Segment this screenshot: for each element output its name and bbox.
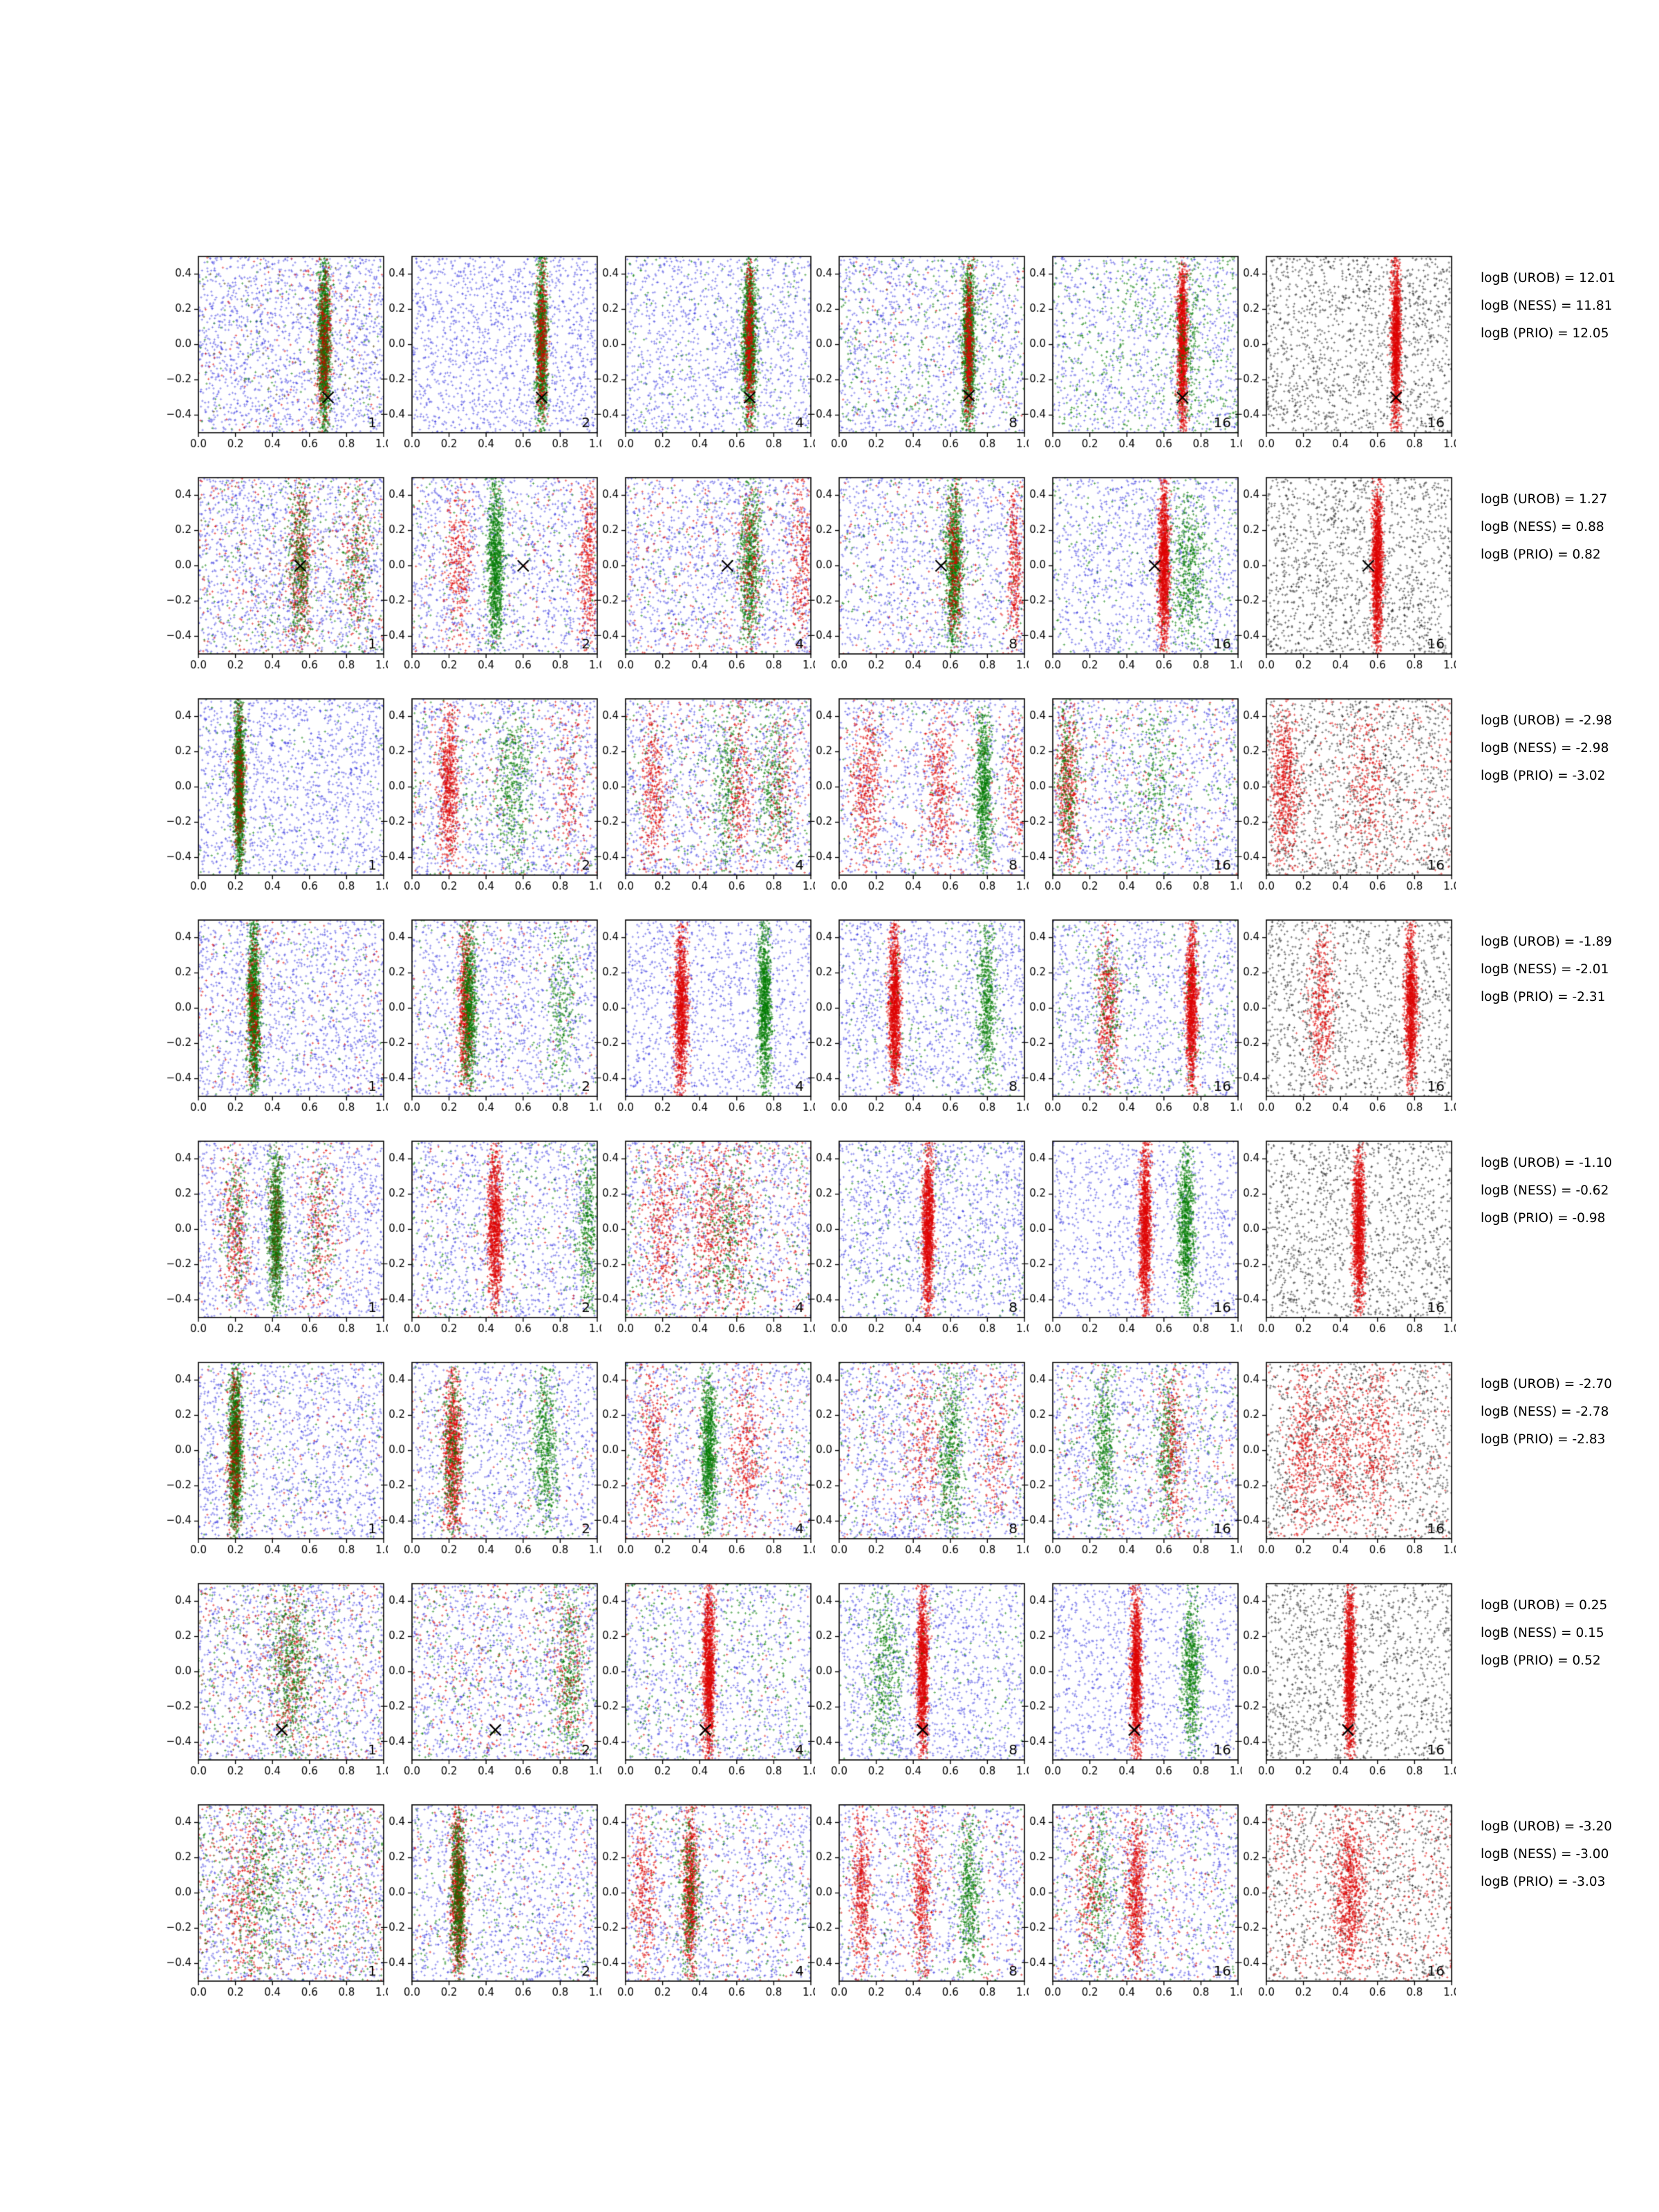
- plot-canvas: [594, 472, 815, 684]
- plot-canvas: [807, 693, 1029, 905]
- plot-canvas: [167, 693, 388, 905]
- logb-prio-label: logB (PRIO) = -2.31: [1481, 990, 1606, 1004]
- plot-canvas: [807, 472, 1029, 684]
- plot-canvas: [807, 1578, 1029, 1790]
- logb-urob-label: logB (UROB) = -1.10: [1481, 1156, 1612, 1170]
- scatter-panel-r6c3: [594, 1357, 815, 1568]
- plot-canvas: [380, 251, 601, 462]
- scatter-panel-r6c4: [807, 1357, 1029, 1568]
- scatter-panel-r1c6: [1235, 251, 1456, 462]
- plot-canvas: [594, 1136, 815, 1347]
- scatter-panel-r2c3: [594, 472, 815, 684]
- scatter-panel-r6c6: [1235, 1357, 1456, 1568]
- plot-canvas: [380, 915, 601, 1126]
- logb-ness-label: logB (NESS) = -2.78: [1481, 1405, 1609, 1419]
- plot-canvas: [380, 1578, 601, 1790]
- scatter-panel-r4c4: [807, 915, 1029, 1126]
- logb-urob-label: logB (UROB) = 12.01: [1481, 271, 1616, 285]
- plot-canvas: [1021, 915, 1242, 1126]
- plot-canvas: [167, 1578, 388, 1790]
- plot-canvas: [1021, 693, 1242, 905]
- scatter-panel-r7c5: [1021, 1578, 1242, 1790]
- scatter-panel-r2c2: [380, 472, 601, 684]
- scatter-panel-r1c5: [1021, 251, 1242, 462]
- logb-ness-label: logB (NESS) = -0.62: [1481, 1183, 1609, 1198]
- row-5-logb-stats: [1481, 1150, 1659, 1232]
- plot-canvas: [380, 693, 601, 905]
- plot-canvas: [594, 693, 815, 905]
- plot-canvas: [807, 1799, 1029, 2011]
- scatter-panel-r8c1: [167, 1799, 388, 2011]
- scatter-panel-r3c4: [807, 693, 1029, 905]
- scatter-panel-r4c5: [1021, 915, 1242, 1126]
- row-1-logb-stats: [1481, 265, 1659, 348]
- plot-canvas: [807, 1357, 1029, 1568]
- scatter-panel-r8c6: [1235, 1799, 1456, 2011]
- scatter-panel-r2c5: [1021, 472, 1242, 684]
- logb-urob-label: logB (UROB) = -2.98: [1481, 713, 1612, 728]
- scatter-panel-r4c6: [1235, 915, 1456, 1126]
- logb-ness-label: logB (NESS) = 0.88: [1481, 520, 1604, 534]
- logb-ness-label: logB (NESS) = -2.98: [1481, 741, 1609, 756]
- scatter-panel-r7c2: [380, 1578, 601, 1790]
- row-3-logb-stats: [1481, 707, 1659, 790]
- scatter-panel-r2c1: [167, 472, 388, 684]
- logb-prio-label: logB (PRIO) = -2.83: [1481, 1432, 1606, 1447]
- plot-canvas: [380, 1136, 601, 1347]
- plot-canvas: [1235, 251, 1456, 462]
- scatter-panel-r4c2: [380, 915, 601, 1126]
- plot-canvas: [594, 251, 815, 462]
- logb-prio-label: logB (PRIO) = 0.52: [1481, 1653, 1601, 1668]
- logb-prio-label: logB (PRIO) = -3.03: [1481, 1875, 1606, 1889]
- logb-ness-label: logB (NESS) = 0.15: [1481, 1626, 1604, 1640]
- row-2-logb-stats: [1481, 486, 1659, 569]
- logb-urob-label: logB (UROB) = 0.25: [1481, 1598, 1608, 1613]
- logb-ness-label: logB (NESS) = 11.81: [1481, 299, 1613, 313]
- plot-canvas: [1021, 251, 1242, 462]
- scatter-panel-r7c3: [594, 1578, 815, 1790]
- scatter-panel-r5c4: [807, 1136, 1029, 1347]
- scatter-panel-r6c1: [167, 1357, 388, 1568]
- row-7-logb-stats: [1481, 1592, 1659, 1675]
- scatter-panel-r4c3: [594, 915, 815, 1126]
- scatter-panel-r8c5: [1021, 1799, 1242, 2011]
- plot-canvas: [167, 1799, 388, 2011]
- logb-prio-label: logB (PRIO) = -3.02: [1481, 769, 1606, 783]
- plot-canvas: [807, 915, 1029, 1126]
- scatter-panel-r2c4: [807, 472, 1029, 684]
- logb-urob-label: logB (UROB) = 1.27: [1481, 492, 1608, 507]
- logb-ness-label: logB (NESS) = -3.00: [1481, 1847, 1609, 1862]
- scatter-panel-r3c3: [594, 693, 815, 905]
- scatter-panel-r5c2: [380, 1136, 601, 1347]
- plot-canvas: [167, 1357, 388, 1568]
- row-8-logb-stats: [1481, 1813, 1659, 1896]
- logb-prio-label: logB (PRIO) = -0.98: [1481, 1211, 1606, 1226]
- scatter-panel-r1c3: [594, 251, 815, 462]
- plot-canvas: [594, 915, 815, 1126]
- plot-canvas: [807, 1136, 1029, 1347]
- plot-canvas: [167, 472, 388, 684]
- scatter-panel-r3c6: [1235, 693, 1456, 905]
- logb-ness-label: logB (NESS) = -2.01: [1481, 962, 1609, 977]
- plot-canvas: [1235, 472, 1456, 684]
- plot-canvas: [1235, 1136, 1456, 1347]
- plot-canvas: [594, 1578, 815, 1790]
- plot-canvas: [167, 1136, 388, 1347]
- scatter-panel-r1c2: [380, 251, 601, 462]
- logb-prio-label: logB (PRIO) = 0.82: [1481, 547, 1601, 562]
- scatter-panel-r4c1: [167, 915, 388, 1126]
- scatter-panel-r7c1: [167, 1578, 388, 1790]
- plot-canvas: [380, 1799, 601, 2011]
- scatter-panel-r1c1: [167, 251, 388, 462]
- plot-canvas: [167, 251, 388, 462]
- plot-canvas: [1021, 472, 1242, 684]
- row-6-logb-stats: [1481, 1371, 1659, 1454]
- scatter-panel-r5c1: [167, 1136, 388, 1347]
- plot-canvas: [1235, 915, 1456, 1126]
- scatter-panel-r6c5: [1021, 1357, 1242, 1568]
- scatter-panel-r3c5: [1021, 693, 1242, 905]
- plot-canvas: [1235, 1799, 1456, 2011]
- scatter-panel-r3c2: [380, 693, 601, 905]
- scatter-panel-r8c2: [380, 1799, 601, 2011]
- plot-canvas: [594, 1357, 815, 1568]
- scatter-panel-r3c1: [167, 693, 388, 905]
- plot-canvas: [380, 472, 601, 684]
- logb-prio-label: logB (PRIO) = 12.05: [1481, 326, 1609, 341]
- plot-canvas: [1235, 1357, 1456, 1568]
- plot-canvas: [1235, 693, 1456, 905]
- scatter-panel-r2c6: [1235, 472, 1456, 684]
- scatter-panel-r8c4: [807, 1799, 1029, 2011]
- logb-urob-label: logB (UROB) = -2.70: [1481, 1377, 1612, 1391]
- plot-canvas: [594, 1799, 815, 2011]
- plot-canvas: [380, 1357, 601, 1568]
- plot-canvas: [1021, 1357, 1242, 1568]
- logb-urob-label: logB (UROB) = -3.20: [1481, 1819, 1612, 1834]
- scatter-panel-r7c4: [807, 1578, 1029, 1790]
- plot-canvas: [1021, 1136, 1242, 1347]
- row-4-logb-stats: [1481, 928, 1659, 1011]
- scatter-panel-r5c6: [1235, 1136, 1456, 1347]
- plot-canvas: [1235, 1578, 1456, 1790]
- scatter-panel-r5c3: [594, 1136, 815, 1347]
- logb-urob-label: logB (UROB) = -1.89: [1481, 935, 1612, 949]
- plot-canvas: [1021, 1578, 1242, 1790]
- scatter-panel-r6c2: [380, 1357, 601, 1568]
- scatter-panel-r1c4: [807, 251, 1029, 462]
- plot-canvas: [807, 251, 1029, 462]
- scatter-panel-r8c3: [594, 1799, 815, 2011]
- plot-canvas: [1021, 1799, 1242, 2011]
- plot-canvas: [167, 915, 388, 1126]
- scatter-panel-r5c5: [1021, 1136, 1242, 1347]
- scatter-panel-r7c6: [1235, 1578, 1456, 1790]
